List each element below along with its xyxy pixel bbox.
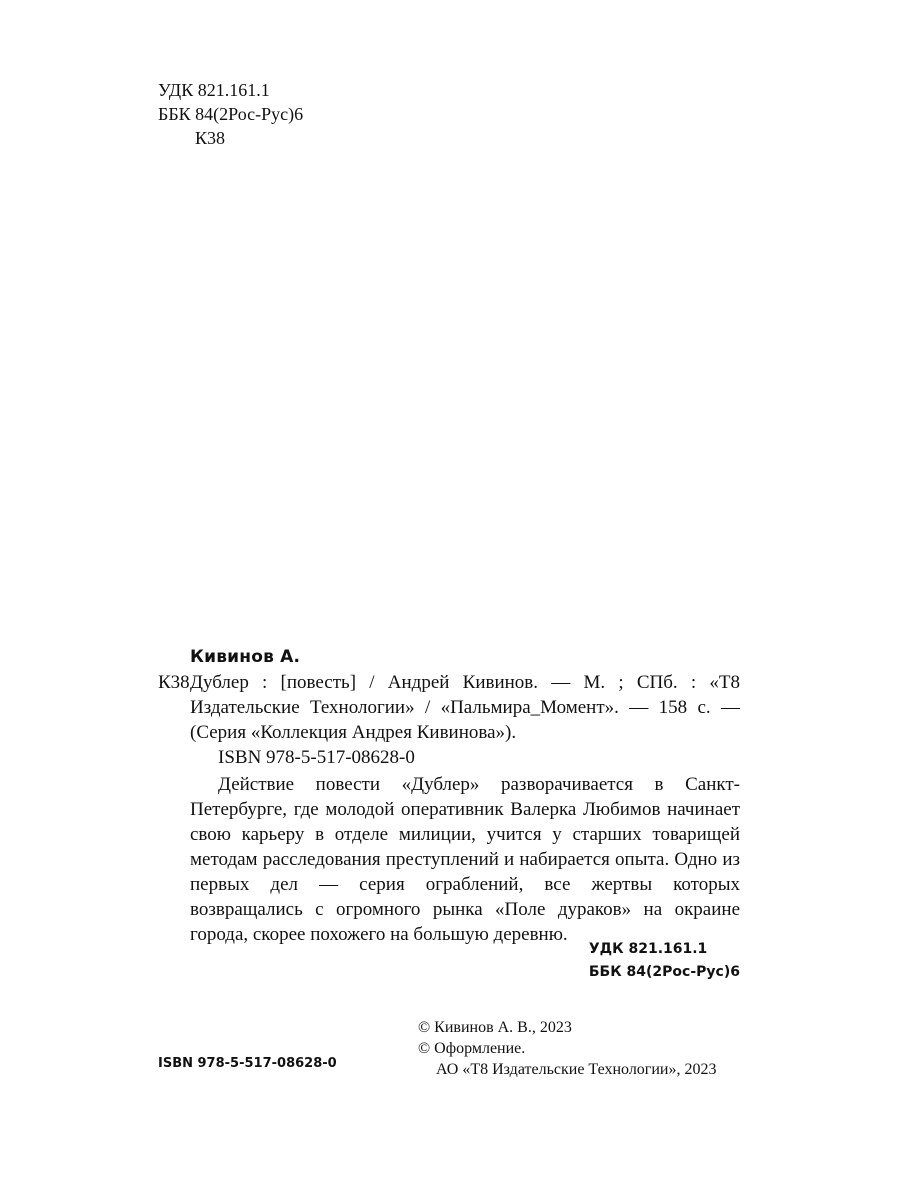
copyright-author: © Кивинов А. В., 2023: [418, 1019, 572, 1036]
isbn-bottom: ISBN 978-5-517-08628-0: [158, 1056, 337, 1071]
classification-codes-top: [158, 78, 303, 150]
author-mark: К38: [195, 128, 226, 148]
entry-author-mark: К38: [158, 672, 190, 693]
copyright-block: [418, 1017, 717, 1080]
udk-code-bottom: УДК 821.161.1: [588, 941, 708, 957]
bibliographic-description: [158, 670, 740, 745]
classification-codes-bottom: [589, 938, 740, 984]
copyright-publisher: АО «Т8 Издательские Технологии», 2023: [436, 1061, 717, 1078]
author-heading: Кивинов А.: [190, 647, 301, 667]
biblio-text: Дублер : [повесть] / Андрей Кивинов. — М. ; СПб. : «Т8 Издательские Технологии» / «Пальмира_Момент». — 158 с. — (Серия «Коллекция Андрея Кивинова»).: [190, 672, 740, 743]
entry-isbn: ISBN 978-5-517-08628-0: [218, 747, 415, 768]
copyright-design: © Оформление.: [418, 1040, 526, 1057]
annotation: Действие повести «Дублер» разворачивается в Санкт-Петербурге, где молодой оперативник Валерка Любимов начинает свою карьеру в отделе милиции, учится у старших товарищей методам расследования преступлений и набирается опыта. Одно из первых дел — серия ограблений, все жертвы которых возвращались с огромного рынка «Поле дураков» на окраине города, скорее похожего на большую деревню.: [190, 774, 740, 945]
bbk-code-bottom: ББК 84(2Рос-Рус)6: [588, 964, 740, 980]
udk-code: УДК 821.161.1: [158, 80, 270, 100]
bbk-code: ББК 84(2Рос-Рус)6: [158, 104, 304, 124]
catalog-entry: [158, 645, 740, 947]
